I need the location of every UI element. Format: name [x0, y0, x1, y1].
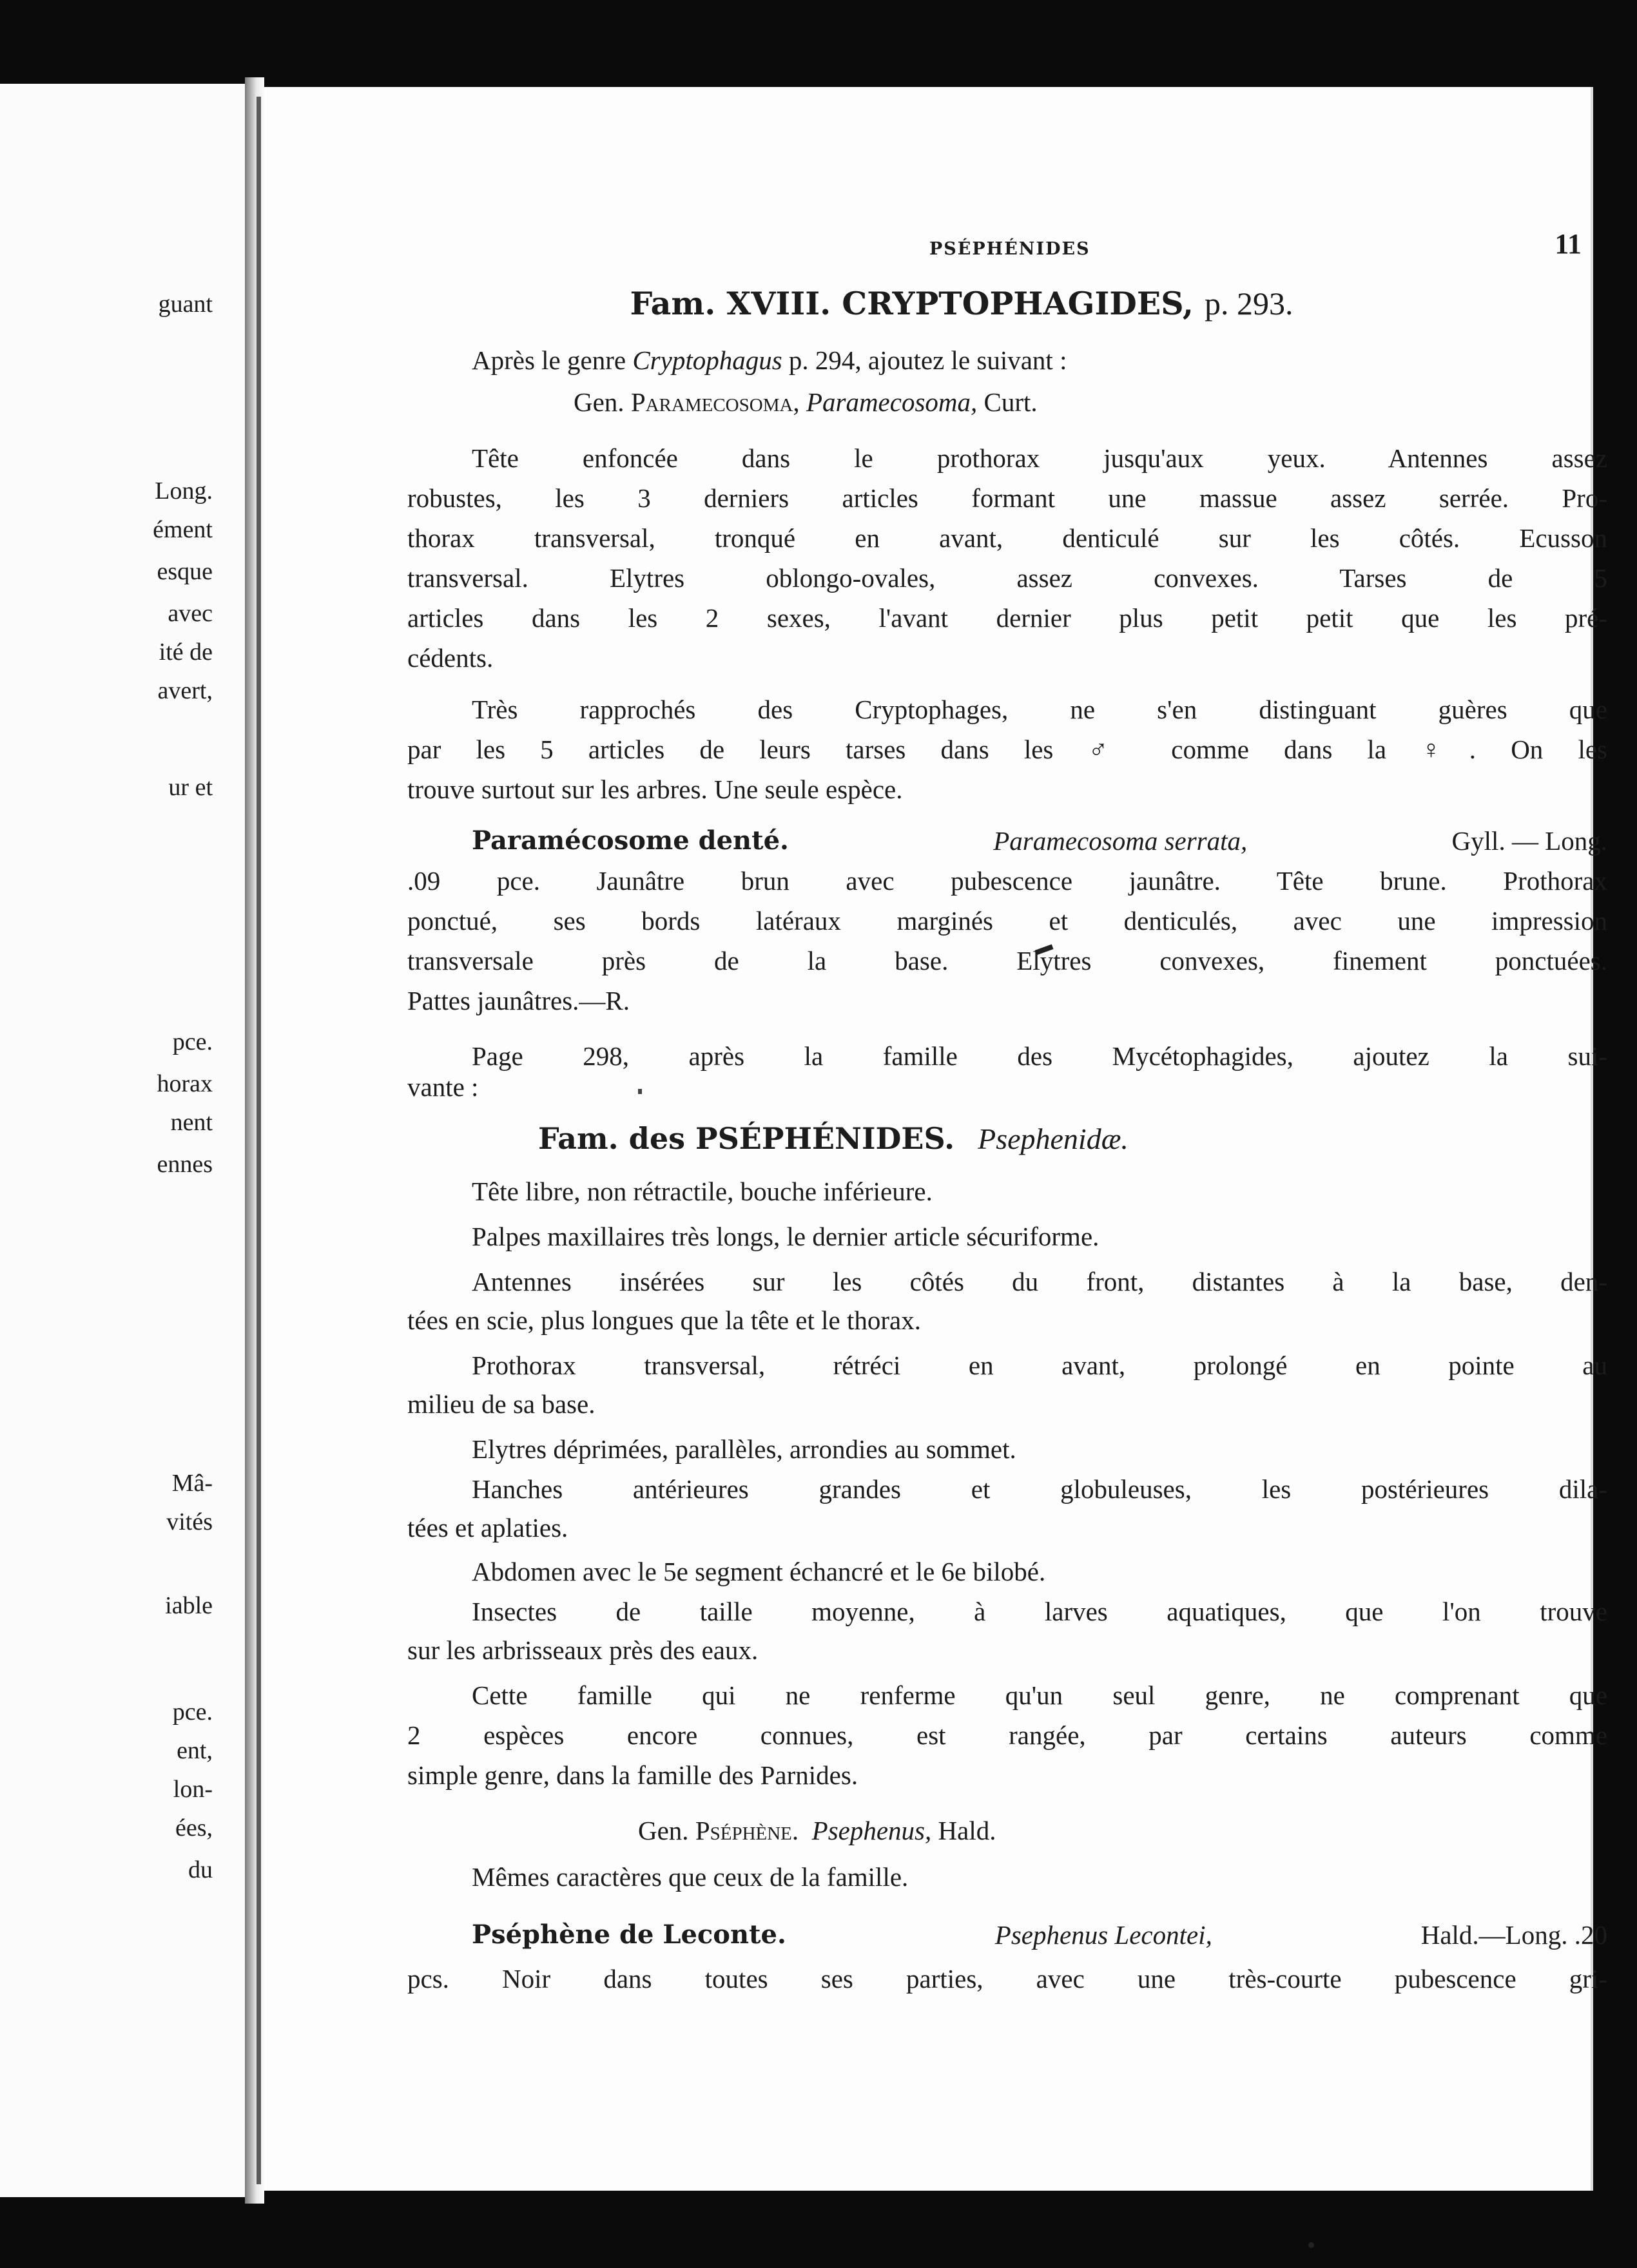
- text-line: milieu de sa base.: [407, 1389, 596, 1419]
- text-line: Hanches antérieures grandes et globuleuses, les postérieures dila-: [472, 1474, 1607, 1504]
- text-line: transversale près de la base. Elytres convexes, finement ponctuées.: [407, 946, 1607, 975]
- family-heading: Fam. des PSÉPHÉNIDES. Psephenidæ.: [538, 1121, 1128, 1156]
- gutter-shadow: [257, 97, 261, 2184]
- left-page-fragment: ément: [153, 516, 213, 543]
- left-page-fragment: ennes: [157, 1151, 213, 1178]
- genus-heading: Gen. Paramecosoma, Paramecosoma, Curt.: [574, 387, 1038, 417]
- text-line: thorax transversal, tronqué en avant, denticulé sur les côtés. Ecusson: [407, 523, 1607, 553]
- text-line: tées en scie, plus longues que la tête et le thorax.: [407, 1305, 921, 1335]
- text-line: vante :: [407, 1072, 479, 1102]
- left-page-fragment: ent,: [177, 1737, 213, 1764]
- left-page-fragment: lon-: [173, 1776, 213, 1803]
- running-title: PSÉPHÉNIDES: [929, 239, 1090, 259]
- text-line: transversal. Elytres oblongo-ovales, assez convexes. Tarses de 5: [407, 563, 1607, 593]
- main-page: [264, 87, 1607, 2191]
- species-heading: Pséphène de Leconte. Psephenus Lecontei, Hald.—Long. .20: [472, 1919, 1607, 1950]
- left-page-fragment: guant: [158, 291, 213, 318]
- text-line: ponctué, ses bords latéraux marginés et denticulés, avec une impression: [407, 906, 1607, 936]
- text-line: simple genre, dans la famille des Parnides.: [407, 1760, 858, 1790]
- text-line: robustes, les 3 derniers articles formant une massue assez serrée. Pro-: [407, 483, 1607, 513]
- left-page-fragment: vités: [166, 1508, 213, 1535]
- left-page-fragment: avec: [168, 600, 213, 627]
- left-page-fragment: ées,: [175, 1814, 213, 1841]
- text-line: Tête libre, non rétractile, bouche inférieure.: [472, 1177, 933, 1206]
- text-line: Très rapprochés des Cryptophages, ne s'en distinguant guères que: [472, 695, 1607, 724]
- text-line: Tête enfoncée dans le prothorax jusqu'aux yeux. Antennes assez: [472, 443, 1607, 473]
- text-line: .09 pce. Jaunâtre brun avec pubescence jaunâtre. Tête brune. Prothorax: [407, 866, 1607, 896]
- text-line: Insectes de taille moyenne, à larves aquatiques, que l'on trouve: [472, 1597, 1607, 1626]
- text-line: Après le genre Cryptophagus p. 294, ajoutez le suivant :: [472, 345, 1067, 375]
- left-facing-page: [0, 84, 249, 2197]
- left-page-fragment: pce.: [172, 1698, 213, 1725]
- left-page-fragment: Long.: [155, 477, 213, 505]
- text-line: 2 espèces encore connues, est rangée, par certains auteurs comme: [407, 1720, 1607, 1750]
- genus-heading: Gen. Pséphène. Psephenus, Hald.: [638, 1816, 996, 1845]
- text-line: Antennes insérées sur les côtés du front, distantes à la base, den-: [472, 1267, 1607, 1296]
- text-line: Mêmes caractères que ceux de la famille.: [472, 1862, 909, 1892]
- left-page-fragment: horax: [157, 1070, 213, 1097]
- text-line: Pattes jaunâtres.—R.: [407, 986, 630, 1015]
- family-heading: Fam. XVIII. CRYPTOPHAGIDES, p. 293.: [630, 285, 1293, 322]
- scan-speck: [1308, 2242, 1314, 2248]
- text-line: Palpes maxillaires très longs, le dernier article sécuriforme.: [472, 1222, 1099, 1251]
- text-line: cédents.: [407, 643, 494, 673]
- text-line: Page 298, après la famille des Mycétophagides, ajoutez la sui-: [472, 1041, 1607, 1071]
- species-heading: Paramécosome denté. Paramecosoma serrata, Gyll. — Long.: [472, 825, 1607, 856]
- left-page-fragment: pce.: [172, 1028, 213, 1055]
- left-page-fragment: avert,: [157, 677, 213, 704]
- left-page-fragment: ité de: [159, 639, 213, 666]
- left-page-fragment: Mâ-: [171, 1470, 213, 1497]
- left-page-fragment: ur et: [168, 774, 213, 801]
- left-page-fragment: nent: [170, 1109, 213, 1136]
- text-line: sur les arbrisseaux près des eaux.: [407, 1635, 759, 1665]
- text-line: par les 5 articles de leurs tarses dans les ♂ comme dans la ♀. On les: [407, 735, 1607, 764]
- left-page-fragment: esque: [157, 558, 213, 585]
- left-page-fragment: du: [188, 1856, 213, 1883]
- text-line: Cette famille qui ne renferme qu'un seul genre, ne comprenant que: [472, 1680, 1607, 1710]
- text-line: articles dans les 2 sexes, l'avant dernier plus petit petit que les pré-: [407, 603, 1607, 633]
- text-line: Abdomen avec le 5e segment échancré et le 6e bilobé.: [472, 1557, 1046, 1586]
- text-line: pcs. Noir dans toutes ses parties, avec une très-courte pubescence gri-: [407, 1964, 1607, 1994]
- text-line: Prothorax transversal, rétréci en avant, prolongé en pointe au: [472, 1350, 1607, 1380]
- page-number: 11: [1555, 228, 1582, 260]
- book-gutter: [245, 77, 264, 2204]
- text-line: tées et aplaties.: [407, 1513, 568, 1542]
- left-page-fragment: iable: [165, 1592, 213, 1619]
- text-line: Elytres déprimées, parallèles, arrondies au sommet.: [472, 1434, 1016, 1464]
- text-line: trouve surtout sur les arbres. Une seule espèce.: [407, 774, 903, 804]
